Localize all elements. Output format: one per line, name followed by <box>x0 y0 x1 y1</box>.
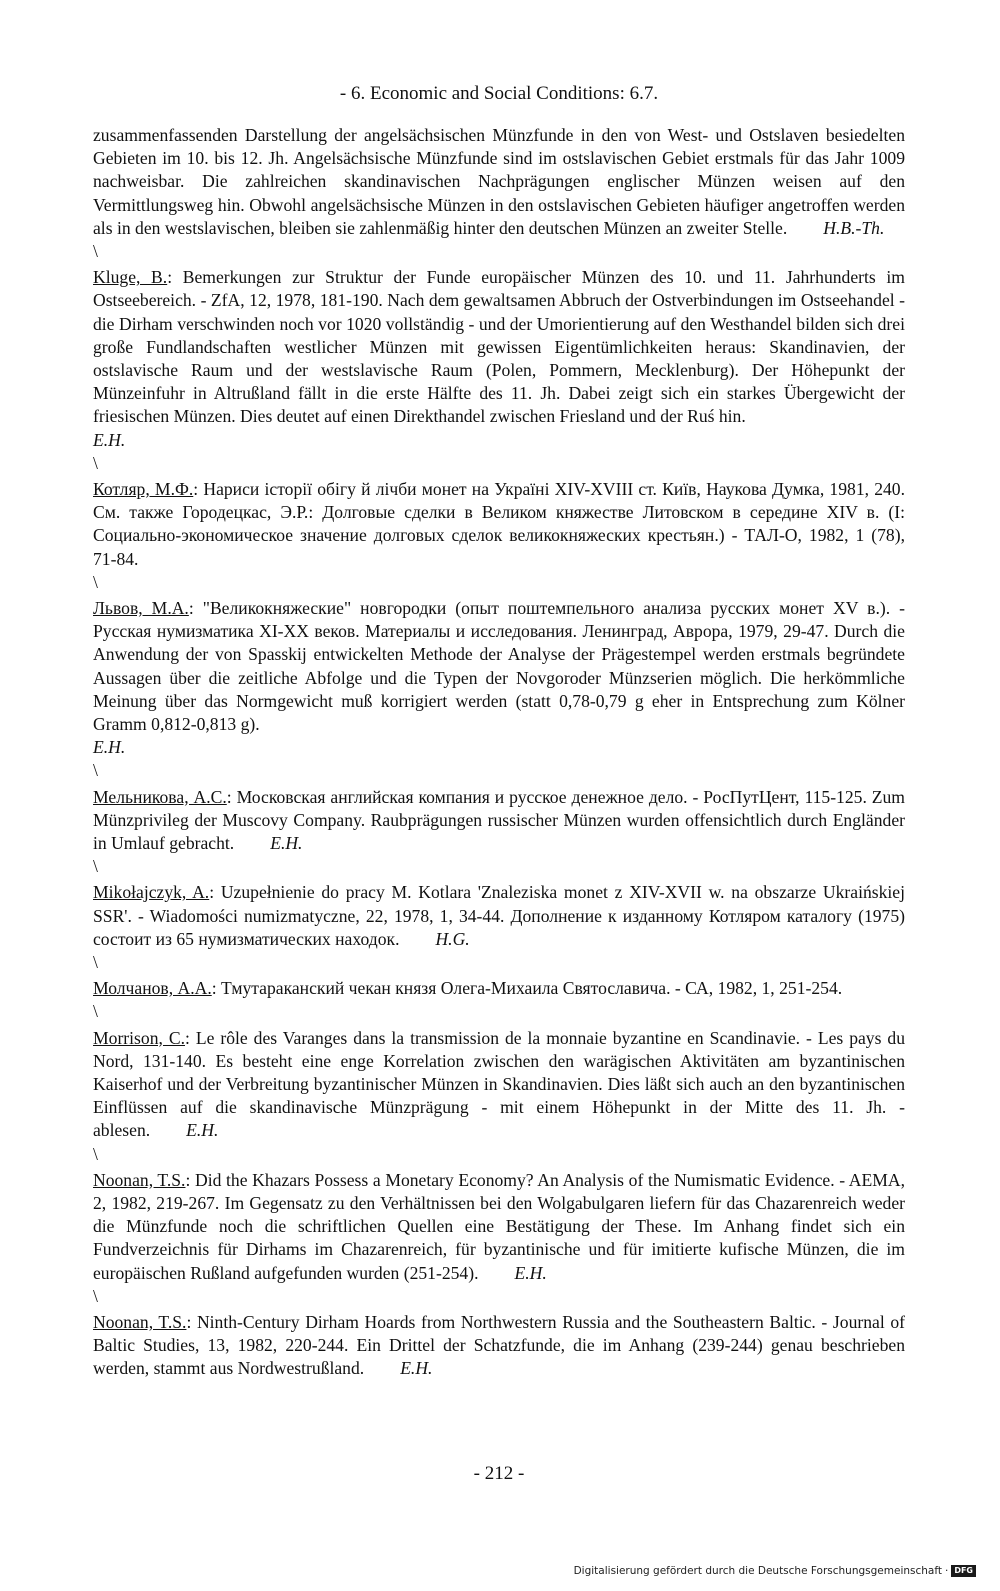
entry-signature: E.H. <box>514 1262 547 1283</box>
bibliography-body <box>93 124 905 1381</box>
entry-text: : Did the Khazars Possess a Monetary Economy? An Analysis of the Numismatic Evidence. - AEMA, 2, 1982, 219-267. Im Gegensatz zu den Verhältnissen bei den Wolgabulgaren liefern für das Chazarenreich weder die Münzfunde noch die schriftlichen Quellen eine Bestätigung der These. Im Anhang findet sich ein Fundverzeichnis für Dirhams im Chazarenreich, für byzantinische und für imitierte kufische Münzen, die im europäischen Rußland aufgefunden wurden (251-254). <box>93 1169 905 1283</box>
bibliography-entry-4 <box>93 786 905 856</box>
entry-text: : Нариси історії обігу й лічби монет на Україні XIV-XVIII ст. Київ, Наукова Думка, 1981, 240. См. также Городецкас, Э.Р.: Долговые сделки в Великом княжестве Литовском в середине XIV в. (I: Социально-экономическое значение долговых сделок великокняжеских крестьян.) - ТАЛ-О, 1982, 1 (78), 71-84. <box>93 479 905 569</box>
page-number: - 212 - <box>473 1463 525 1484</box>
bibliography-entry-3 <box>93 597 905 759</box>
bibliography-entry-0 <box>93 124 905 240</box>
entry-separator: \ <box>93 856 98 877</box>
entry-author: Noonan, T.S. <box>93 1312 187 1333</box>
entry-text: : Uzupełnienie do pracy M. Kotlara 'Znaleziska monet z XIV-XVII w. na obszarze Ukraińskiej SSR'. - Wiadomości numizmatyczne, 22, 1978, 1, 34-44. Дополнение к изданному Котляром каталогу (1975) состоит из 65 нумизматических находок. <box>93 882 905 949</box>
dfg-logo: DFG <box>951 1565 976 1577</box>
entry-author: Львов, М.А. <box>93 598 189 619</box>
entry-text: : Ninth-Century Dirham Hoards from Northwestern Russia and the Southeastern Baltic. - Journal of Baltic Studies, 13, 1982, 220-244. Ein Drittel der Schatzfunde, die im Anhang (239-244) genau beschrieben werden, stammt aus Nordwestrußland. <box>93 1312 905 1379</box>
entry-text: : Московская английская компания и русское денежное дело. - РосПутЦент, 115-125. Zum Münzprivileg der Muscovy Company. Raubprägungen russischer Münzen wurden offensichtlich durch Engländer in Umlauf gebracht. <box>93 786 905 854</box>
entry-author: Noonan, T.S. <box>93 1169 186 1190</box>
bibliography-entry-7 <box>93 1027 905 1143</box>
entry-separator: \ <box>93 760 98 781</box>
entry-signature: H.G. <box>435 928 470 949</box>
entry-author: Mikołajczyk, A. <box>93 882 210 903</box>
entry-author: Молчанов, А.А. <box>93 978 212 999</box>
entry-text: : Тмутараканский чекан князя Олега-Михаила Святославича. - СА, 1982, 1, 251-254. <box>211 978 843 999</box>
entry-signature: E.H. <box>93 429 126 450</box>
bibliography-entry-1 <box>93 266 905 452</box>
entry-text: : Le rôle des Varanges dans la transmission de la monnaie byzantine en Scandinavie. - Les pays du Nord, 131-140. Es besteht eine enge Korrelation zwischen den warägischen Aktivitäten am byzantinischen Kaiserhof und der Verbreitung byzantinischer Münzen in Skandinavien. Dies läßt sich auch an den byzantinischen Einflüssen auf die skandinavische Münzprägung - mit einem Höhepunkt in der Mitte des 11. Jh. - ablesen. <box>93 1027 905 1141</box>
entry-separator: \ <box>93 1001 98 1022</box>
bibliography-entry-5 <box>93 881 905 951</box>
entry-text: : "Великокняжеские" новгородки (опыт поштемпельного анализа русских монет XV в.). - Русская нумизматика XI-XX веков. Материалы и исследования. Ленинград, Аврора, 1979, 29-47. Durch die Anwendung der von Spasskij entwickelten Methode der Analyse der Prägestempel werden erstmals begründete Aussagen über die zeitliche Abfolge und die Typen der Novgoroder Münzserien möglich. Die herkömmliche Meinung über das Normgewicht muß korrigiert werden (statt 0,78-0,79 g eher in Entsprechung zum Kölner Gramm 0,812-0,813 g). <box>93 598 905 735</box>
entry-separator: \ <box>93 1285 98 1306</box>
entry-separator: \ <box>93 1143 98 1164</box>
entry-author: Мельникова, А.С. <box>93 786 227 807</box>
entry-separator: \ <box>93 452 98 473</box>
entry-text: : Bemerkungen zur Struktur der Funde europäischer Münzen des 10. und 11. Jahrhunderts im Ostseebereich. - ZfA, 12, 1978, 181-190. Nach dem gewaltsamen Abbruch der Ostverbindungen im Ostseehandel - die Dirham verschwinden noch vor 1020 vollständig - und der Umorientierung auf den Westhandel bilden sich drei große Fundlandschaften westlicher Münzen mit gewissen Eigentümlichkeiten heraus: Skandinavien, der ostslavische Raum und der westslavische Raum (Polen, Pommern, Mecklenburg). Der Höhepunkt der Münzeinfuhr in Altrußland fällt in die erste Hälfte des 11. Jh. Dabei zeigt sich ein starkes Übergewicht der friesischen Münzen. Dies deutet auf einen Direkthandel zwischen Friesland und der Ruś hin. <box>93 267 905 427</box>
entry-author: Morrison, C. <box>93 1027 185 1048</box>
digitization-credit: Digitalisierung gefördert durch die Deutsche Forschungsgemeinschaft · DFG <box>574 1565 976 1577</box>
bibliography-entry-6 <box>93 977 905 1000</box>
entry-author: Котляр, М.Ф. <box>93 479 194 500</box>
entry-signature: E.H. <box>186 1120 219 1141</box>
credit-text: Digitalisierung gefördert durch die Deutsche Forschungsgemeinschaft <box>573 1565 942 1577</box>
entry-separator: \ <box>93 571 98 592</box>
entry-separator: \ <box>93 241 98 262</box>
bibliography-entry-9 <box>93 1311 905 1381</box>
running-header: - 6. Economic and Social Conditions: 6.7. <box>339 83 659 104</box>
entry-text: zusammenfassenden Darstellung der angelsächsischen Münzfunde in den von West- und Ostslaven besiedelten Gebieten im 10. bis 12. Jh. Angelsächsische Münzfunde sind im ostslavischen Gebiet erstmals für das Jahr 1009 nachweisbar. Die zahlreichen skandinavischen Nachprägungen englischer Münzen weisen auf den Vermittlungsweg hin. Obwohl angelsächsische Münzen in den ostslavischen Gebieten häufiger angetroffen werden als in den westslavischen, bleiben sie zahlenmäßig hinter den deutschen Münzen an zweiter Stelle. <box>93 125 905 238</box>
bibliography-entry-8 <box>93 1169 905 1285</box>
entry-separator: \ <box>93 952 98 973</box>
bibliography-entry-2 <box>93 478 905 571</box>
entry-signature: E.H. <box>400 1358 433 1379</box>
entry-signature: E.H. <box>270 833 303 854</box>
entry-author: Kluge, B. <box>93 267 168 288</box>
entry-signature: E.H. <box>93 737 126 758</box>
entry-signature: H.B.-Th. <box>823 217 885 238</box>
